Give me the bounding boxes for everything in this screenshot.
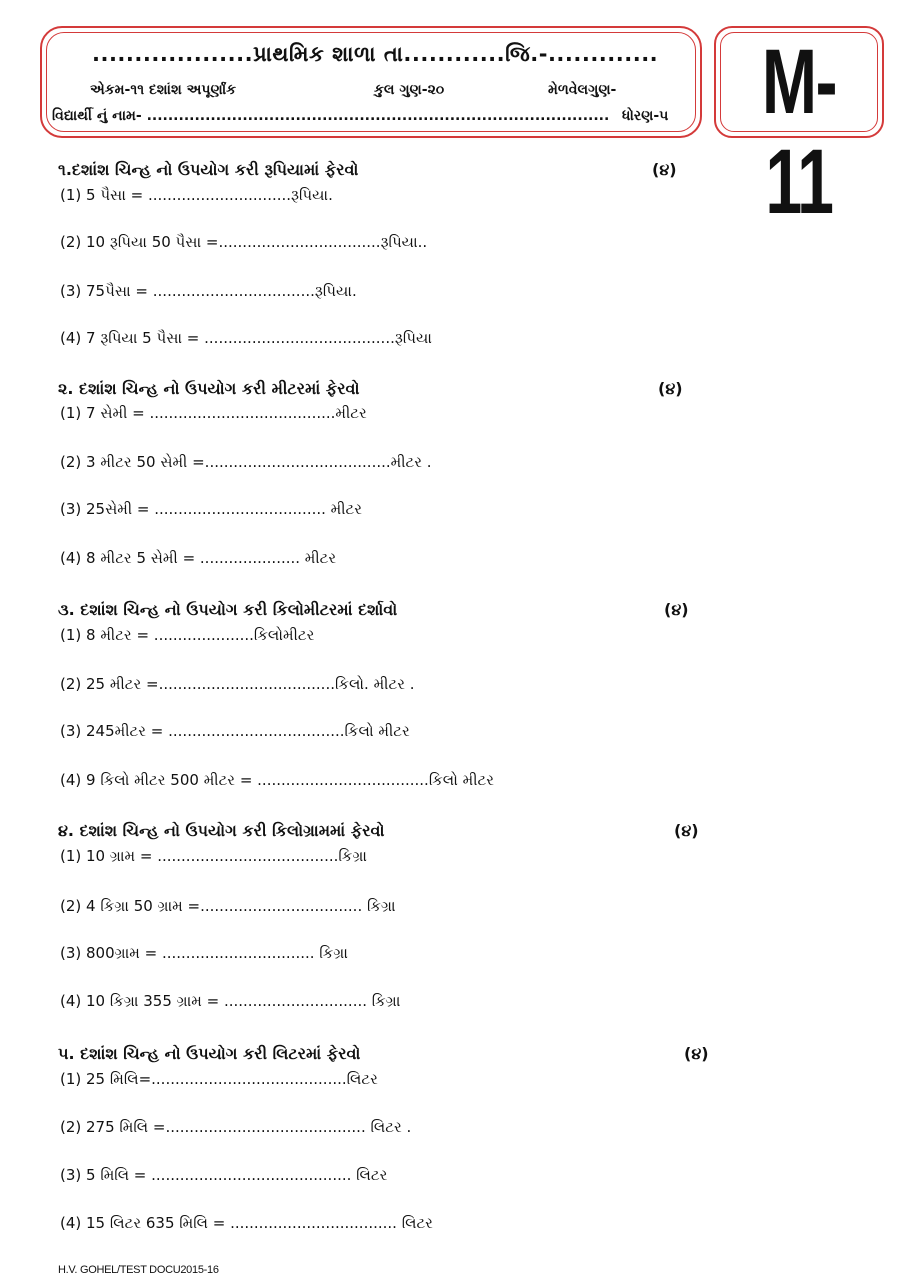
- question-line: (4) 10 કિગ્રા 355 ગ્રામ = .............................. કિગ્રા: [60, 992, 401, 1010]
- question-line: (2) 4 કિગ્રા 50 ગ્રામ =.................................. કિગ્રા: [60, 897, 396, 915]
- question-line: (3) 25સેમી = .................................... મીટર: [60, 500, 363, 518]
- student-name-field: વિદ્યાર્થી નું નામ- .......................................................................................: [52, 108, 610, 124]
- question-line: (1) 7 સેમી = .......................................મીટર: [60, 404, 367, 422]
- section-marks: (૪): [674, 821, 699, 840]
- total-marks: કુલ ગુણ-૨૦: [374, 82, 445, 98]
- section-title: ૩. દશાંશ ચિન્હ નો ઉપયોગ કરી કિલોમીટરમાં દર્શાવો: [58, 600, 398, 619]
- section-marks: (૪): [652, 160, 677, 179]
- question-line: (2) 3 મીટર 50 સેમી =.......................................મીટર .: [60, 453, 432, 471]
- standard-label: ધોરણ-૫: [622, 108, 669, 124]
- question-line: (3) 75પૈસા = ..................................રૂપિયા.: [60, 282, 357, 300]
- question-line: (1) 8 મીટર = .....................કિલોમીટર: [60, 626, 315, 644]
- section-marks: (૪): [658, 379, 683, 398]
- question-line: (2) 10 રૂપિયા 50 પૈસા =..................................રૂપિયા..: [60, 233, 428, 251]
- question-line: (2) 275 મિલિ =.......................................... લિટર .: [60, 1118, 412, 1136]
- badge-text: M-11: [761, 31, 837, 233]
- question-line: (1) 25 મિલિ=.........................................લિટર: [60, 1070, 378, 1088]
- question-line: (3) 245મીટર = .....................................કિલો મીટર: [60, 722, 410, 740]
- question-line: (2) 25 મીટર =.....................................કિલો. મીટર .: [60, 675, 415, 693]
- question-line: (4) 8 મીટર 5 સેમી = ..................... મીટર: [60, 549, 337, 567]
- section-title: ૫. દશાંશ ચિન્હ નો ઉપયોગ કરી લિટરમાં ફેરવો: [58, 1044, 361, 1063]
- section-title: ૨. દશાંશ ચિન્હ નો ઉપયોગ કરી મીટરમાં ફેરવો: [58, 379, 360, 398]
- school-line: ...................પ્રાથમિક શાળા તા............જિ.-.............: [92, 42, 659, 66]
- section-title: ૪. દશાંશ ચિન્હ નો ઉપયોગ કરી કિલોગ્રામમાં ફેરવો: [58, 821, 385, 840]
- question-line: (4) 15 લિટર 635 મિલિ = ................................... લિટર: [60, 1214, 433, 1232]
- footer-credit: H.V. GOHEL/TEST DOCU2015-16: [58, 1264, 219, 1276]
- unit-label: એકમ-૧૧ દશાંશ અપૂર્ણાંક: [90, 82, 237, 98]
- header-box: [40, 26, 702, 138]
- unit-badge: [714, 26, 884, 233]
- question-line: (4) 9 કિલો મીટર 500 મીટર = ....................................કિલો મીટર: [60, 771, 495, 789]
- question-line: (4) 7 રૂપિયા 5 પૈસા = ........................................રૂપિયા: [60, 329, 432, 347]
- question-line: (3) 5 મિલિ = .......................................... લિટર: [60, 1166, 388, 1184]
- question-line: (1) 5 પૈસા = ..............................રૂપિયા.: [60, 186, 333, 204]
- question-line: (3) 800ગ્રામ = ................................ કિગ્રા: [60, 944, 348, 962]
- section-title: ૧.દશાંશ ચિન્હ નો ઉપયોગ કરી રૂપિયામાં ફેરવો: [58, 160, 359, 179]
- section-marks: (૪): [664, 600, 689, 619]
- section-marks: (૪): [684, 1044, 709, 1063]
- question-line: (1) 10 ગ્રામ = ......................................કિગ્રા: [60, 847, 367, 865]
- obtained-marks: મેળવેલગુણ-: [548, 82, 617, 98]
